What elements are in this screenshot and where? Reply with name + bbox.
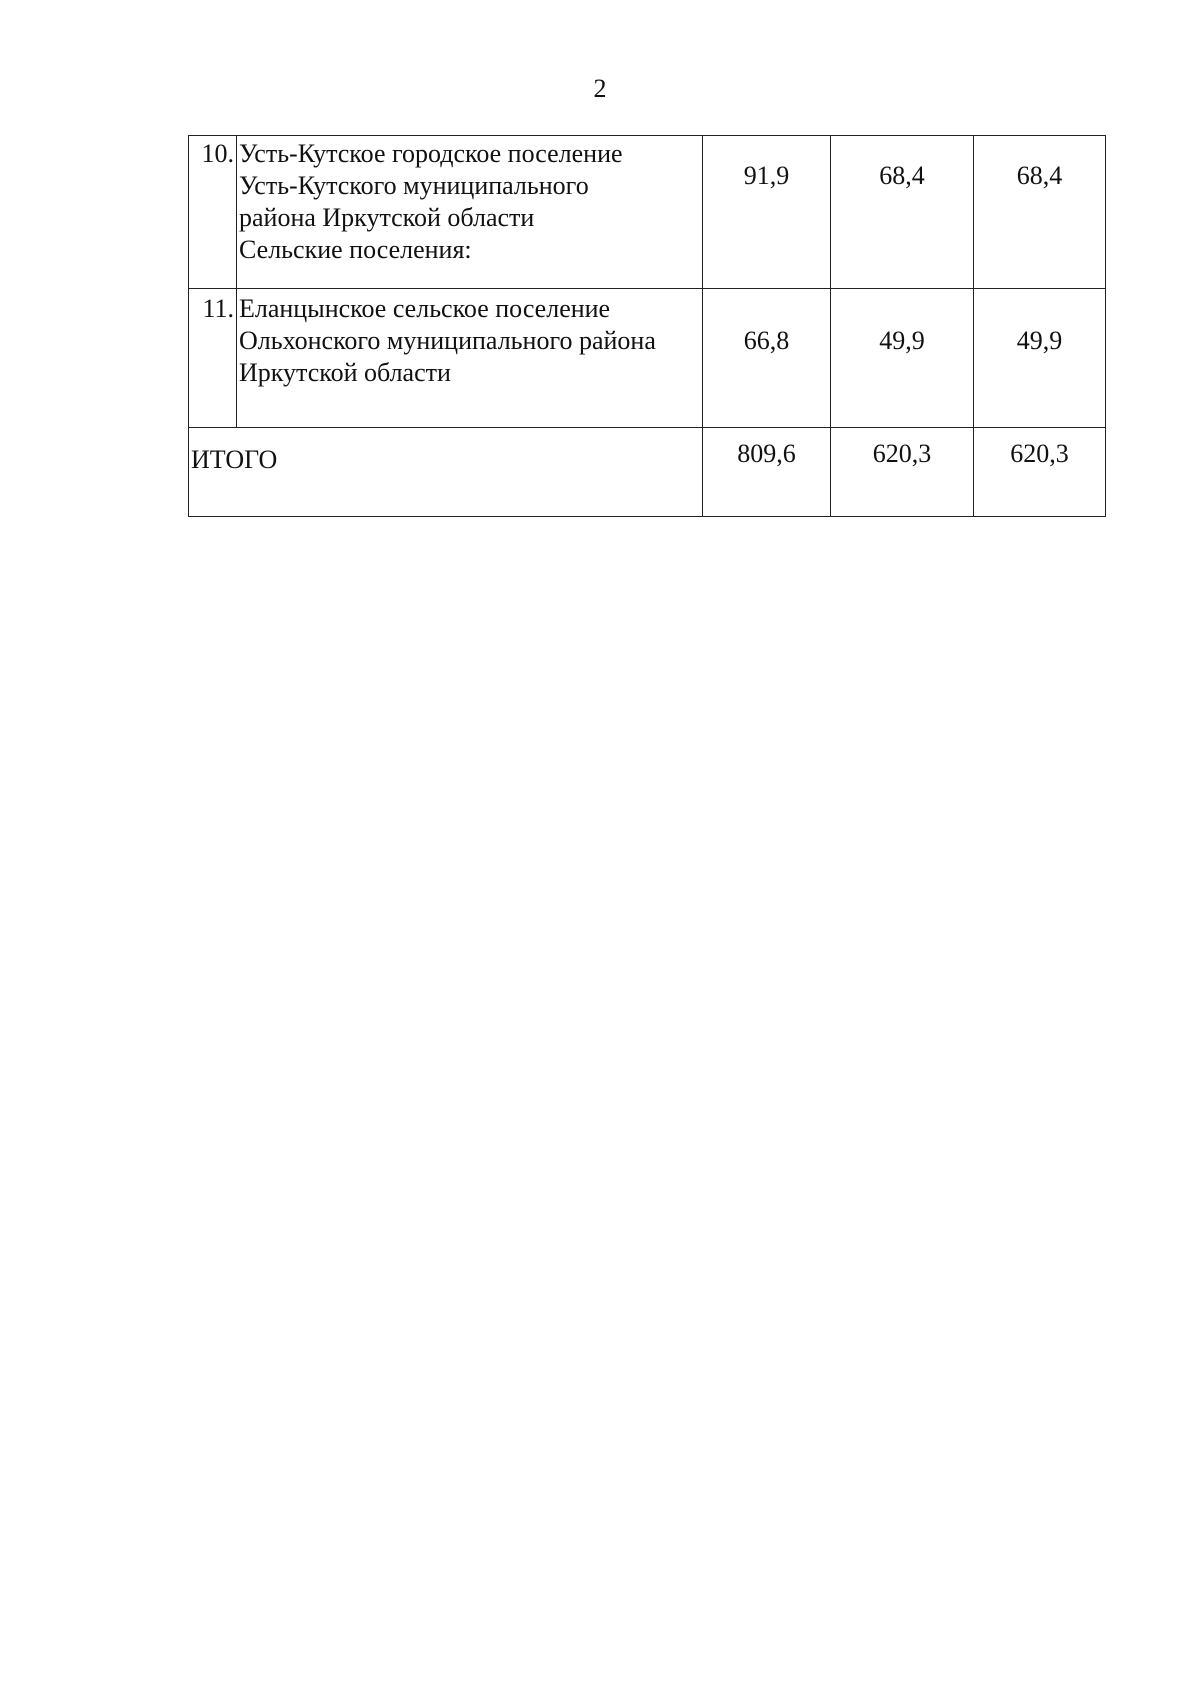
settlement-name-line: Еланцынское сельское поселение	[239, 294, 611, 323]
value-cell: 68,4	[974, 136, 1106, 289]
total-label: ИТОГО	[189, 428, 703, 517]
settlement-name-line: Усть-Кутского муниципального	[239, 171, 589, 200]
section-subheading: Сельские поселения:	[239, 235, 472, 264]
total-row	[189, 428, 1106, 517]
settlement-name-line: Иркутской области	[239, 358, 451, 387]
value-cell: 49,9	[974, 289, 1106, 428]
table-row	[189, 289, 1106, 428]
value-cell: 66,8	[703, 289, 831, 428]
total-value-cell: 620,3	[831, 428, 974, 517]
value-cell: 91,9	[703, 136, 831, 289]
settlement-name-line: Ольхонского муниципального района	[239, 326, 656, 355]
page-number: 2	[593, 74, 607, 103]
total-value-cell: 620,3	[974, 428, 1106, 517]
value-cell: 68,4	[831, 136, 974, 289]
row-number: 10.	[189, 136, 237, 289]
settlement-name-line: Усть-Кутское городское поселение	[239, 139, 623, 168]
table-row	[189, 136, 1106, 289]
settlement-name-cell	[237, 136, 703, 289]
settlement-name-cell	[237, 289, 703, 428]
settlement-name-line: района Иркутской области	[239, 203, 535, 232]
total-value-cell: 809,6	[703, 428, 831, 517]
value-cell: 49,9	[831, 289, 974, 428]
row-number: 11.	[189, 289, 237, 428]
data-table	[188, 135, 1106, 517]
